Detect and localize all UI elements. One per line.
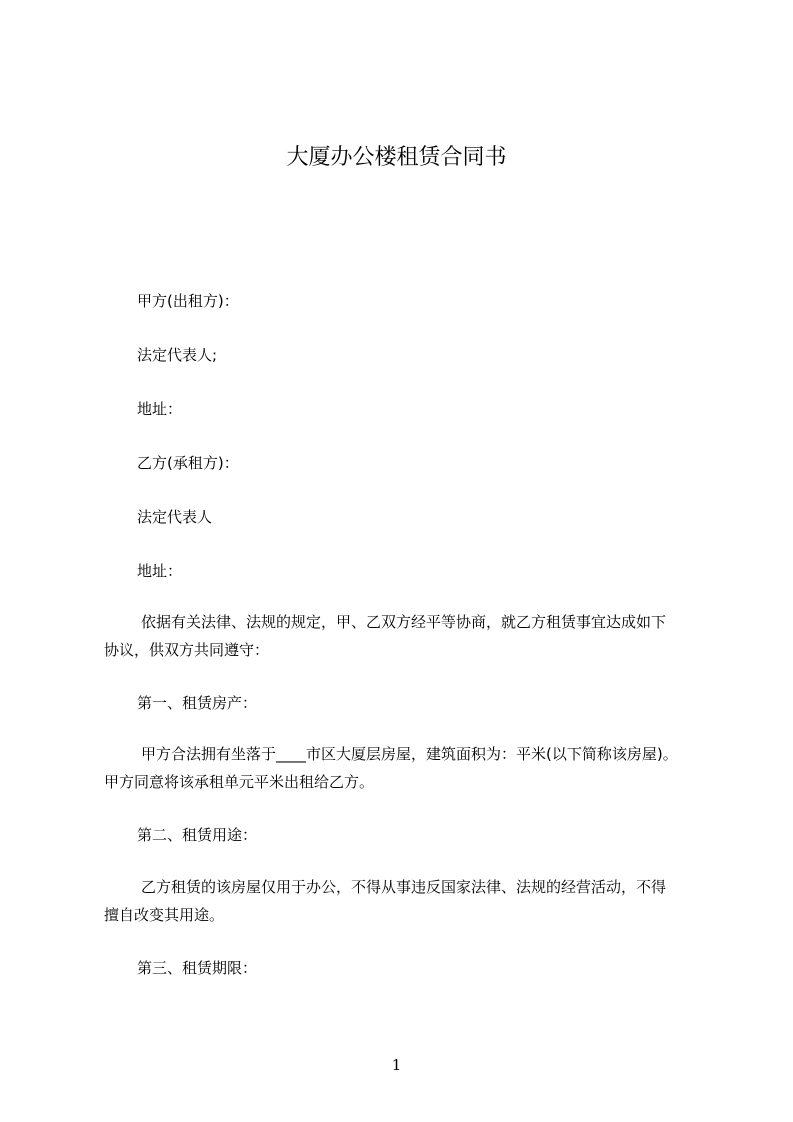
party-b-address: 地址： xyxy=(137,562,183,580)
page-number: 1 xyxy=(391,1056,402,1074)
section-2-line-1: 乙方租赁的该房屋仅用于办公，不得从事违反国家法律、法规的经营活动，不得 xyxy=(141,878,667,896)
section-2-line-2: 擅自改变其用途。 xyxy=(104,906,225,924)
party-a-address: 地址： xyxy=(137,400,183,418)
intro-paragraph-line-1: 依据有关法律、法规的规定，甲、乙双方经平等协商，就乙方租赁事宜达成如下 xyxy=(141,613,667,631)
section-2-heading: 第二、租赁用途： xyxy=(137,826,258,844)
section-1-heading: 第一、租赁房产： xyxy=(137,694,258,712)
party-a-representative: 法定代表人; xyxy=(137,346,218,364)
document-title: 大厦办公楼租赁合同书 xyxy=(286,145,507,170)
section-1-line-1: 甲方合法拥有坐落于____市区大厦层房屋，建筑面积为：平米(以下简称该房屋)。 xyxy=(141,745,678,763)
party-a-label: 甲方(出租方)： xyxy=(137,292,239,310)
intro-paragraph-line-2: 协议，供双方共同遵守： xyxy=(104,641,270,659)
party-b-label: 乙方(承租方)： xyxy=(137,454,239,472)
section-1-line-2: 甲方同意将该承租单元平米出租给乙方。 xyxy=(104,773,375,791)
party-b-representative: 法定代表人 xyxy=(137,508,213,526)
section-3-heading: 第三、租赁期限： xyxy=(137,959,258,977)
